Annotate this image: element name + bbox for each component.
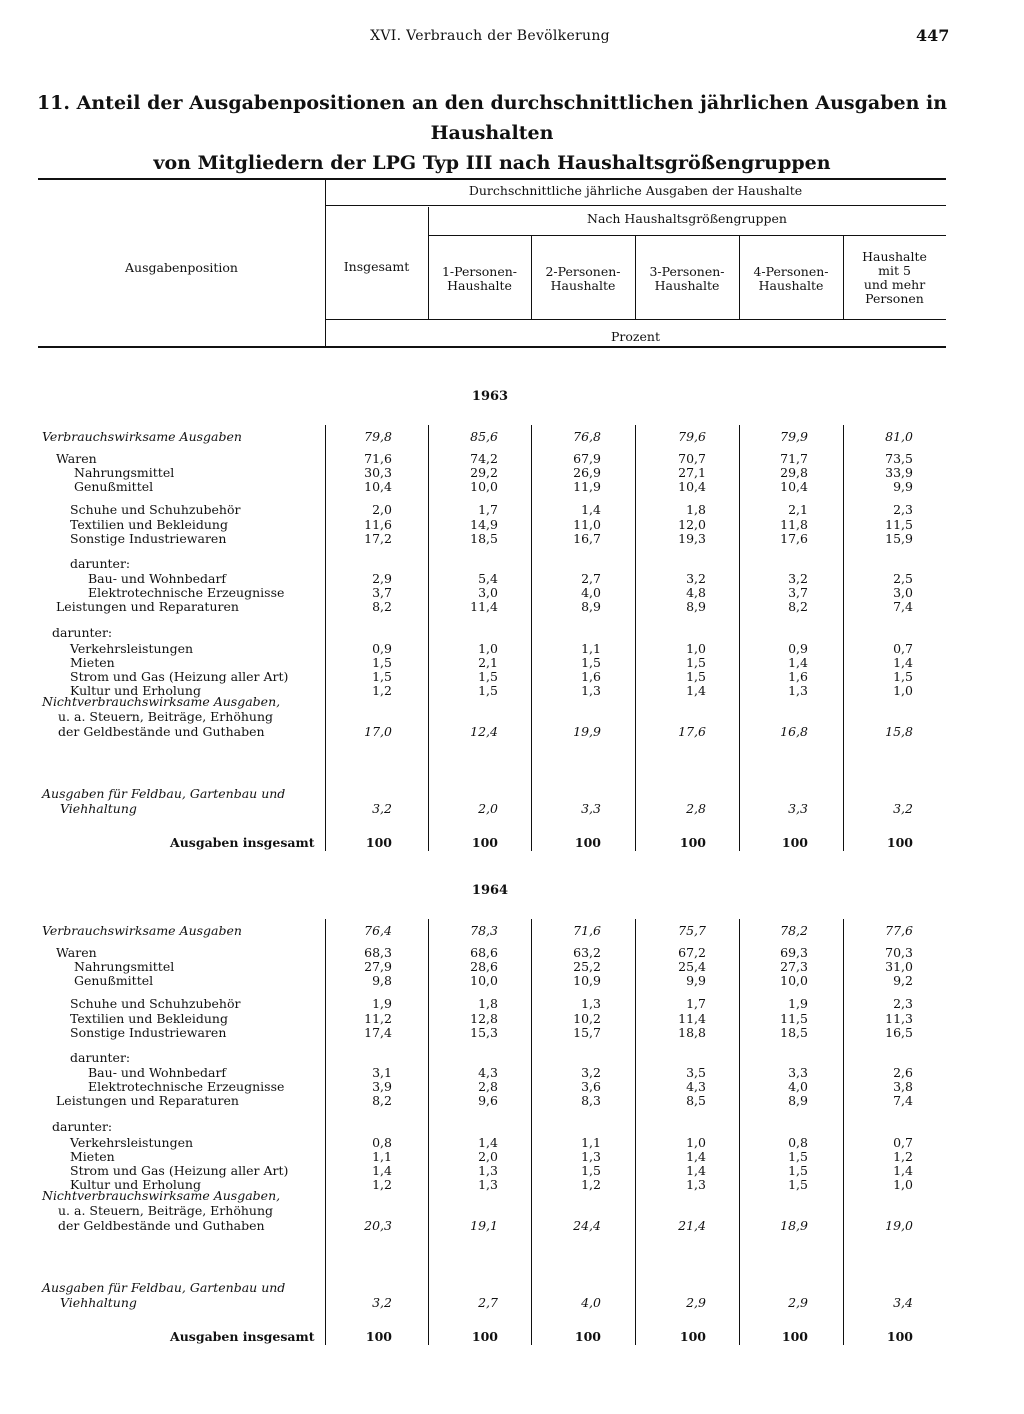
table-cell-value: 1,5: [788, 1149, 808, 1164]
table-cell-value: 3,9: [372, 1079, 392, 1094]
row-label: darunter:: [52, 1119, 113, 1134]
table-cell-value: 0,8: [788, 1135, 808, 1150]
row-label: Viehhaltung: [60, 1295, 137, 1310]
table-cell-value: 7,4: [893, 599, 913, 614]
table-cell-value: 11,2: [364, 1011, 392, 1026]
table-cell-value: 1,4: [686, 683, 706, 698]
table-cell-value: 16,5: [885, 1025, 913, 1040]
row-label: Waren: [56, 451, 97, 466]
rule-vertical: [635, 425, 636, 851]
table-cell-value: 79,9: [780, 429, 808, 444]
table-cell-value: 1,6: [581, 669, 601, 684]
row-label: Ausgaben insgesamt: [170, 1329, 315, 1344]
table-cell-value: 1,5: [581, 655, 601, 670]
row-label: Verkehrsleistungen: [70, 641, 194, 656]
section-year: 1963: [471, 389, 509, 404]
table-cell-value: 3,7: [788, 585, 808, 600]
table-cell-value: 17,0: [364, 724, 392, 739]
table-cell-value: 18,9: [780, 1218, 808, 1233]
row-label: Sonstige Industriewaren: [70, 1025, 227, 1040]
row-label: Genußmittel: [74, 479, 154, 494]
table-cell-value: 3,2: [372, 801, 392, 816]
table-cell-value: 8,9: [581, 599, 601, 614]
table-cell-value: 8,2: [372, 1093, 392, 1108]
table-cell-value: 69,3: [780, 945, 808, 960]
table-cell-value: 30,3: [364, 465, 392, 480]
row-label: Mieten: [70, 1149, 115, 1164]
table-cell-value: 100: [471, 835, 498, 850]
row-label: Bau- und Wohnbedarf: [88, 571, 227, 586]
table-cell-value: 10,4: [364, 479, 392, 494]
table-cell-value: 1,5: [581, 1163, 601, 1178]
table-cell-value: 9,9: [686, 973, 706, 988]
row-label: Viehhaltung: [60, 801, 137, 816]
row-label: Elektrotechnische Erzeugnisse: [88, 1079, 285, 1094]
table-cell-value: 3,2: [581, 1065, 601, 1080]
row-label: Mieten: [70, 655, 115, 670]
table-cell-value: 11,4: [678, 1011, 706, 1026]
table-cell-value: 10,9: [573, 973, 601, 988]
row-label: Nahrungsmittel: [74, 959, 175, 974]
rule-horizontal: [38, 178, 946, 180]
table-cell-value: 78,3: [470, 923, 498, 938]
table-cell-value: 9,8: [372, 973, 392, 988]
row-label: Strom und Gas (Heizung aller Art): [70, 669, 289, 684]
table-cell-value: 100: [679, 835, 706, 850]
column-group-header: Durchschnittliche jährliche Ausgaben der Haushalte: [468, 183, 803, 198]
table-cell-value: 70,3: [885, 945, 913, 960]
section-year: 1964: [471, 883, 509, 898]
row-label: u. a. Steuern, Beiträge, Erhöhung: [58, 1203, 274, 1218]
table-cell-value: 100: [781, 1329, 808, 1344]
row-label: Ausgaben insgesamt: [170, 835, 315, 850]
row-label: Waren: [56, 945, 97, 960]
column-header-1: Insgesamt: [343, 259, 410, 274]
row-label: Strom und Gas (Heizung aller Art): [70, 1163, 289, 1178]
table-cell-value: 4,0: [581, 585, 601, 600]
table-cell-value: 8,5: [686, 1093, 706, 1108]
table-cell-value: 15,7: [573, 1025, 601, 1040]
table-cell-value: 2,7: [478, 1295, 498, 1310]
table-cell-value: 3,2: [893, 801, 913, 816]
table-cell-value: 1,3: [686, 1177, 706, 1192]
table-cell-value: 15,9: [885, 531, 913, 546]
table-cell-value: 1,0: [893, 1177, 913, 1192]
row-label: Leistungen und Reparaturen: [56, 599, 239, 614]
table-cell-value: 1,0: [686, 1135, 706, 1150]
table-cell-value: 4,0: [581, 1295, 601, 1310]
rule-vertical: [739, 919, 740, 1345]
row-label: Schuhe und Schuhzubehör: [70, 502, 241, 517]
table-cell-value: 1,2: [372, 683, 392, 698]
table-cell-value: 100: [365, 1329, 392, 1344]
row-label: darunter:: [52, 625, 113, 640]
column-header-5: 4-Personen-: [753, 264, 829, 279]
table-cell-value: 27,1: [678, 465, 706, 480]
table-cell-value: 100: [886, 835, 913, 850]
table-cell-value: 11,5: [780, 1011, 808, 1026]
table-cell-value: 1,4: [686, 1163, 706, 1178]
column-header-stub: Ausgabenposition: [125, 260, 238, 275]
rule-horizontal: [428, 235, 946, 236]
row-label: Elektrotechnische Erzeugnisse: [88, 585, 285, 600]
table-cell-value: 1,1: [581, 641, 601, 656]
table-cell-value: 15,8: [885, 724, 913, 739]
table-cell-value: 8,2: [788, 599, 808, 614]
column-header-2: Haushalte: [447, 278, 512, 293]
rule-horizontal: [325, 205, 946, 206]
table-cell-value: 18,8: [678, 1025, 706, 1040]
table-cell-value: 1,4: [372, 1163, 392, 1178]
rule-horizontal: [38, 346, 946, 348]
table-cell-value: 18,5: [780, 1025, 808, 1040]
table-cell-value: 2,7: [581, 571, 601, 586]
table-cell-value: 1,3: [581, 996, 601, 1011]
rule-vertical: [325, 919, 326, 1345]
column-header-2: 1-Personen-: [441, 264, 518, 279]
table-cell-value: 71,6: [364, 451, 392, 466]
table-cell-value: 9,6: [478, 1093, 498, 1108]
table-cell-value: 11,0: [573, 517, 601, 532]
rule-vertical: [531, 919, 532, 1345]
row-label: Nichtverbrauchswirksame Ausgaben,: [42, 1188, 281, 1203]
table-cell-value: 11,3: [885, 1011, 913, 1026]
table-cell-value: 1,3: [581, 1149, 601, 1164]
table-cell-value: 1,9: [788, 996, 808, 1011]
table-cell-value: 31,0: [885, 959, 913, 974]
table-cell-value: 14,9: [470, 517, 498, 532]
table-cell-value: 2,0: [478, 801, 498, 816]
table-cell-value: 25,4: [678, 959, 706, 974]
table-cell-value: 71,6: [573, 923, 601, 938]
column-header-6: und mehr: [863, 277, 926, 292]
table-cell-value: 2,8: [478, 1079, 498, 1094]
table-cell-value: 1,2: [372, 1177, 392, 1192]
table-cell-value: 81,0: [885, 429, 913, 444]
table-cell-value: 3,2: [686, 571, 706, 586]
table-cell-value: 2,3: [893, 996, 913, 1011]
table-cell-value: 1,9: [372, 996, 392, 1011]
table-cell-value: 3,8: [893, 1079, 913, 1094]
table-cell-value: 1,6: [788, 669, 808, 684]
table-cell-value: 1,5: [788, 1177, 808, 1192]
table-cell-value: 2,8: [686, 801, 706, 816]
table-cell-value: 17,6: [780, 531, 808, 546]
rule-vertical: [531, 425, 532, 851]
table-cell-value: 0,8: [372, 1135, 392, 1150]
table-cell-value: 75,7: [678, 923, 706, 938]
rule-vertical: [325, 425, 326, 851]
table-cell-value: 70,7: [678, 451, 706, 466]
row-label: Sonstige Industriewaren: [70, 531, 227, 546]
table-cell-value: 10,0: [470, 479, 498, 494]
page-number: 447: [916, 26, 950, 45]
row-label: Textilien und Bekleidung: [70, 1011, 228, 1026]
table-cell-value: 1,5: [372, 655, 392, 670]
table-cell-value: 17,4: [364, 1025, 392, 1040]
column-header-4: 3-Personen-: [649, 264, 725, 279]
row-label: der Geldbestände und Guthaben: [58, 724, 265, 739]
row-label: Verkehrsleistungen: [70, 1135, 194, 1150]
table-cell-value: 3,4: [893, 1295, 913, 1310]
row-label: Bau- und Wohnbedarf: [88, 1065, 227, 1080]
table-cell-value: 24,4: [573, 1218, 601, 1233]
table-cell-value: 8,9: [686, 599, 706, 614]
table-cell-value: 3,2: [788, 571, 808, 586]
table-cell-value: 3,3: [788, 1065, 808, 1080]
table-cell-value: 20,3: [364, 1218, 392, 1233]
table-cell-value: 2,3: [893, 502, 913, 517]
table-cell-value: 26,9: [573, 465, 601, 480]
column-header-5: Haushalte: [758, 278, 824, 293]
table-cell-value: 77,6: [885, 923, 913, 938]
table-title-line-1: 11. Anteil der Ausgabenpositionen an den durchschnittlichen jährlichen Ausgaben in Haushalten: [36, 92, 948, 144]
table-cell-value: 19,3: [678, 531, 706, 546]
table-cell-value: 4,8: [686, 585, 706, 600]
table-cell-value: 63,2: [573, 945, 601, 960]
table-cell-value: 11,5: [885, 517, 913, 532]
row-label: Kultur und Erholung: [70, 1177, 201, 1192]
table-cell-value: 11,8: [780, 517, 808, 532]
table-cell-value: 0,7: [893, 641, 913, 656]
table-cell-value: 9,2: [893, 973, 913, 988]
table-cell-value: 3,1: [372, 1065, 392, 1080]
table-cell-value: 33,9: [885, 465, 913, 480]
table-cell-value: 19,0: [885, 1218, 913, 1233]
rule-vertical: [843, 919, 844, 1345]
table-cell-value: 7,4: [893, 1093, 913, 1108]
table-cell-value: 1,5: [893, 669, 913, 684]
table-cell-value: 100: [781, 835, 808, 850]
table-cell-value: 100: [574, 1329, 601, 1344]
table-cell-value: 1,0: [893, 683, 913, 698]
table-cell-value: 27,3: [780, 959, 808, 974]
table-cell-value: 100: [574, 835, 601, 850]
table-cell-value: 3,3: [788, 801, 808, 816]
table-cell-value: 1,4: [788, 655, 808, 670]
table-cell-value: 1,8: [478, 996, 498, 1011]
column-header-6: mit 5: [878, 263, 911, 278]
table-cell-value: 1,4: [893, 655, 913, 670]
table-cell-value: 0,7: [893, 1135, 913, 1150]
table-cell-value: 29,8: [780, 465, 808, 480]
table-cell-value: 21,4: [678, 1218, 706, 1233]
table-cell-value: 2,1: [788, 502, 808, 517]
table-cell-value: 8,9: [788, 1093, 808, 1108]
rule-vertical: [428, 425, 429, 851]
table-cell-value: 11,4: [470, 599, 498, 614]
rule-horizontal: [325, 319, 946, 320]
table-cell-value: 79,6: [678, 429, 706, 444]
table-cell-value: 1,5: [478, 669, 498, 684]
table-cell-value: 8,2: [372, 599, 392, 614]
table-cell-value: 1,7: [686, 996, 706, 1011]
row-label: Ausgaben für Feldbau, Gartenbau und: [42, 1280, 286, 1295]
table-cell-value: 8,3: [581, 1093, 601, 1108]
row-label: Leistungen und Reparaturen: [56, 1093, 239, 1108]
table-cell-value: 3,3: [581, 801, 601, 816]
table-cell-value: 12,4: [470, 724, 498, 739]
table-title: [36, 88, 948, 178]
running-title: XVI. Verbrauch der Bevölkerung: [370, 28, 610, 44]
table-cell-value: 27,9: [364, 959, 392, 974]
table-cell-value: 71,7: [780, 451, 808, 466]
table-cell-value: 19,1: [470, 1218, 498, 1233]
table-cell-value: 10,4: [678, 479, 706, 494]
table-cell-value: 1,3: [581, 683, 601, 698]
table-cell-value: 3,0: [478, 585, 498, 600]
row-label: u. a. Steuern, Beiträge, Erhöhung: [58, 709, 274, 724]
table-cell-value: 1,4: [893, 1163, 913, 1178]
table-cell-value: 3,0: [893, 585, 913, 600]
row-label: Verbrauchswirksame Ausgaben: [42, 429, 242, 444]
table-cell-value: 4,0: [788, 1079, 808, 1094]
table-cell-value: 1,5: [686, 655, 706, 670]
table-cell-value: 2,6: [893, 1065, 913, 1080]
table-cell-value: 11,9: [573, 479, 601, 494]
table-cell-value: 3,2: [372, 1295, 392, 1310]
table-cell-value: 100: [365, 835, 392, 850]
table-cell-value: 74,2: [470, 451, 498, 466]
table-cell-value: 4,3: [686, 1079, 706, 1094]
table-cell-value: 2,9: [686, 1295, 706, 1310]
table-cell-value: 1,3: [478, 1163, 498, 1178]
table-cell-value: 10,0: [780, 973, 808, 988]
table-cell-value: 100: [679, 1329, 706, 1344]
table-cell-value: 73,5: [885, 451, 913, 466]
table-cell-value: 0,9: [788, 641, 808, 656]
table-cell-value: 100: [886, 1329, 913, 1344]
table-cell-value: 12,0: [678, 517, 706, 532]
row-label: Kultur und Erholung: [70, 683, 201, 698]
table-cell-value: 2,5: [893, 571, 913, 586]
table-cell-value: 18,5: [470, 531, 498, 546]
table-cell-value: 100: [471, 1329, 498, 1344]
table-cell-value: 1,1: [581, 1135, 601, 1150]
column-header-3: 2-Personen-: [545, 264, 621, 279]
table-cell-value: 1,0: [478, 641, 498, 656]
table-cell-value: 3,7: [372, 585, 392, 600]
table-cell-value: 1,5: [788, 1163, 808, 1178]
table-cell-value: 2,9: [372, 571, 392, 586]
table-cell-value: 68,3: [364, 945, 392, 960]
table-cell-value: 2,0: [372, 502, 392, 517]
table-cell-value: 3,5: [686, 1065, 706, 1080]
table-cell-value: 1,8: [686, 502, 706, 517]
table-cell-value: 1,5: [686, 669, 706, 684]
table-cell-value: 85,6: [470, 429, 498, 444]
row-label: Nichtverbrauchswirksame Ausgaben,: [42, 694, 281, 709]
row-label: Nahrungsmittel: [74, 465, 175, 480]
table-cell-value: 2,1: [478, 655, 498, 670]
table-cell-value: 3,6: [581, 1079, 601, 1094]
table-cell-value: 9,9: [893, 479, 913, 494]
table-cell-value: 25,2: [573, 959, 601, 974]
table-cell-value: 10,4: [780, 479, 808, 494]
row-label: Textilien und Bekleidung: [70, 517, 228, 532]
column-header-6: Haushalte: [862, 249, 927, 264]
unit-label: Prozent: [611, 329, 660, 344]
table-cell-value: 4,3: [478, 1065, 498, 1080]
table-cell-value: 1,2: [581, 1177, 601, 1192]
table-cell-value: 2,9: [788, 1295, 808, 1310]
table-cell-value: 11,6: [364, 517, 392, 532]
table-cell-value: 78,2: [780, 923, 808, 938]
table-cell-value: 17,2: [364, 531, 392, 546]
table-cell-value: 0,9: [372, 641, 392, 656]
table-cell-value: 68,6: [470, 945, 498, 960]
table-cell-value: 17,6: [678, 724, 706, 739]
table-cell-value: 1,4: [478, 1135, 498, 1150]
table-cell-value: 12,8: [470, 1011, 498, 1026]
row-label: Schuhe und Schuhzubehör: [70, 996, 241, 1011]
table-cell-value: 1,2: [893, 1149, 913, 1164]
table-cell-value: 1,5: [478, 683, 498, 698]
table-cell-value: 10,0: [470, 973, 498, 988]
table-cell-value: 1,3: [788, 683, 808, 698]
table-cell-value: 67,2: [678, 945, 706, 960]
table-cell-value: 67,9: [573, 451, 601, 466]
rule-vertical: [635, 919, 636, 1345]
rule-vertical: [428, 919, 429, 1345]
table-cell-value: 2,0: [478, 1149, 498, 1164]
column-header-4: Haushalte: [654, 278, 720, 293]
column-header-6: Personen: [865, 291, 924, 306]
table-cell-value: 15,3: [470, 1025, 498, 1040]
table-cell-value: 1,3: [478, 1177, 498, 1192]
table-cell-value: 5,4: [478, 571, 498, 586]
table-cell-value: 1,4: [581, 502, 601, 517]
row-label: Genußmittel: [74, 973, 154, 988]
table-title-line-2: von Mitgliedern der LPG Typ III nach Haushaltsgrößengruppen: [153, 152, 831, 174]
table-cell-value: 29,2: [470, 465, 498, 480]
row-label: Ausgaben für Feldbau, Gartenbau und: [42, 786, 286, 801]
table-cell-value: 76,4: [364, 923, 392, 938]
table-cell-value: 1,0: [686, 641, 706, 656]
rule-vertical: [739, 425, 740, 851]
table-cell-value: 1,4: [686, 1149, 706, 1164]
table-cell-value: 76,8: [573, 429, 601, 444]
table-cell-value: 19,9: [573, 724, 601, 739]
table-cell-value: 28,6: [470, 959, 498, 974]
table-cell-value: 10,2: [573, 1011, 601, 1026]
table-cell-value: 1,5: [372, 669, 392, 684]
table-cell-value: 16,7: [573, 531, 601, 546]
column-subgroup-header: Nach Haushaltsgrößengruppen: [587, 211, 787, 226]
row-label: darunter:: [70, 556, 131, 571]
row-label: Verbrauchswirksame Ausgaben: [42, 923, 242, 938]
rule-vertical: [843, 425, 844, 851]
table-cell-value: 79,8: [364, 429, 392, 444]
row-label: darunter:: [70, 1050, 131, 1065]
table-cell-value: 1,1: [372, 1149, 392, 1164]
column-header-3: Haushalte: [550, 278, 616, 293]
table-cell-value: 1,7: [478, 502, 498, 517]
table-cell-value: 16,8: [780, 724, 808, 739]
row-label: der Geldbestände und Guthaben: [58, 1218, 265, 1233]
